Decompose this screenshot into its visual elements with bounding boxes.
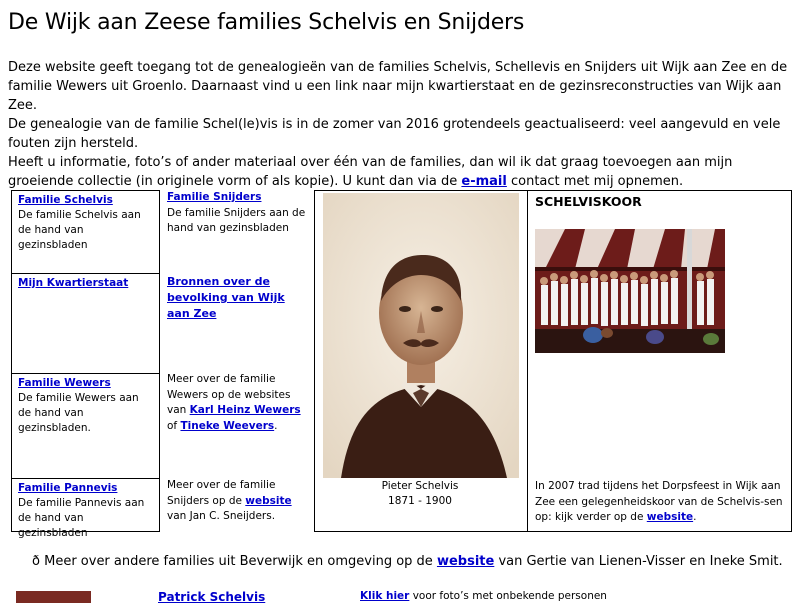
- intro-contact-text-end: contact met mij opnemen.: [506, 174, 684, 189]
- intro-text: [8, 58, 793, 191]
- familie-snijders-link[interactable]: Familie Snijders: [167, 191, 262, 203]
- snijders-more-text-end: van Jan C. Sneijders.: [167, 510, 276, 522]
- familie-snijders-text: De familie Snijders aan de hand van gezinsbladen: [167, 206, 306, 234]
- portrait-caption: [319, 479, 521, 509]
- email-link[interactable]: e-mail: [461, 174, 507, 189]
- bottom-thumbnail[interactable]: [16, 591, 91, 603]
- familie-pannevis-link[interactable]: Familie Pannevis: [18, 482, 118, 494]
- wewers-more-cell: [167, 372, 309, 434]
- intro-paragraph-2: De genealogie van de familie Schel(le)vis is in de zomer van 2016 grotendeels geactualiseerd: veel aangevuld en vele fouten zijn hersteld.: [8, 117, 781, 151]
- koor-description: In 2007 trad tijdens het Dorpsfeest in Wijk aan Zee een gelegenheidskoor van de Schelvis-sen op: kijk verder op de: [535, 480, 783, 523]
- familie-schelvis-link[interactable]: Familie Schelvis: [18, 194, 113, 206]
- koor-text: [535, 479, 787, 526]
- unknown-persons-cell: [360, 590, 607, 602]
- tineke-weevers-link[interactable]: Tineke Weevers: [180, 419, 275, 432]
- family-box-kwartierstaat: [11, 273, 160, 374]
- family-box-pannevis: [11, 478, 160, 539]
- intro-paragraph-1: Deze website geeft toegang tot de genealogieën van de families Schelvis, Schellevis en Snijders uit Wijk aan Zee en de familie Wewers uit Groenlo. Daarnaast vind u een link naar mijn kwartierstaat en de gezinsreconstructies van Wijk aan Zee.: [8, 60, 788, 113]
- snijders-more-cell: [167, 478, 309, 525]
- portrait-photo[interactable]: [323, 193, 519, 478]
- more-families-text-end: van Gertie van Lienen-Visser en Ineke Smit.: [494, 554, 783, 569]
- bronnen-link[interactable]: Bronnen over de bevolking van Wijk aan Zee: [167, 275, 285, 320]
- kwartierstaat-link[interactable]: Mijn Kwartierstaat: [18, 277, 129, 289]
- familie-wewers-link[interactable]: Familie Wewers: [18, 377, 111, 389]
- portrait-years: 1871 - 1900: [388, 495, 452, 507]
- wewers-or-text: of: [167, 419, 181, 432]
- wewers-more-text: Meer over de familie Wewers op de websites van: [167, 373, 291, 416]
- more-families-text: Meer over andere families uit Beverwijk en omgeving op de: [39, 554, 437, 569]
- more-families: [32, 553, 783, 571]
- unknown-persons-text: voor foto’s met onbekende personen: [409, 590, 607, 602]
- page-title: De Wijk aan Zeese families Schelvis en Snijders: [8, 10, 525, 35]
- portrait-name: Pieter Schelvis: [381, 480, 459, 492]
- sneijders-website-link[interactable]: website: [245, 494, 292, 507]
- snijders-cell: [167, 190, 307, 237]
- photo-divider: [527, 190, 528, 532]
- koor-illustration: [535, 229, 725, 353]
- familie-pannevis-text: De familie Pannevis aan de hand van gezinsbladen: [18, 497, 145, 539]
- intro-paragraph-3: [8, 153, 793, 191]
- snijders-more-text: Meer over de familie Snijders op de: [167, 479, 276, 507]
- familie-wewers-text: De familie Wewers aan de hand van gezinsbladen.: [18, 392, 139, 434]
- koor-period: .: [693, 511, 697, 523]
- koor-website-link[interactable]: website: [646, 511, 694, 523]
- koor-photo[interactable]: [535, 229, 725, 353]
- patrick-schelvis-link[interactable]: Patrick Schelvis: [158, 590, 266, 604]
- bronnen-cell: [167, 274, 307, 322]
- wewers-period: .: [274, 419, 278, 432]
- bullet-symbol: ð: [32, 554, 40, 569]
- beverwijk-website-link[interactable]: website: [436, 554, 495, 569]
- intro-contact-text: Heeft u informatie, foto’s of ander materiaal over één van de families, dan wil ik dat graag toevoegen aan mijn groeiende collectie (in originele vorm of als kopie). U kunt dan via de: [8, 155, 733, 189]
- family-box-schelvis: [11, 190, 160, 274]
- family-box-wewers: [11, 373, 160, 479]
- portrait-illustration: [323, 193, 519, 478]
- klik-hier-link[interactable]: Klik hier: [360, 590, 410, 602]
- koor-title: SCHELVISKOOR: [535, 194, 642, 209]
- familie-schelvis-text: De familie Schelvis aan de hand van gezinsbladen: [18, 209, 141, 251]
- karl-heinz-wewers-link[interactable]: Karl Heinz Wewers: [189, 404, 301, 416]
